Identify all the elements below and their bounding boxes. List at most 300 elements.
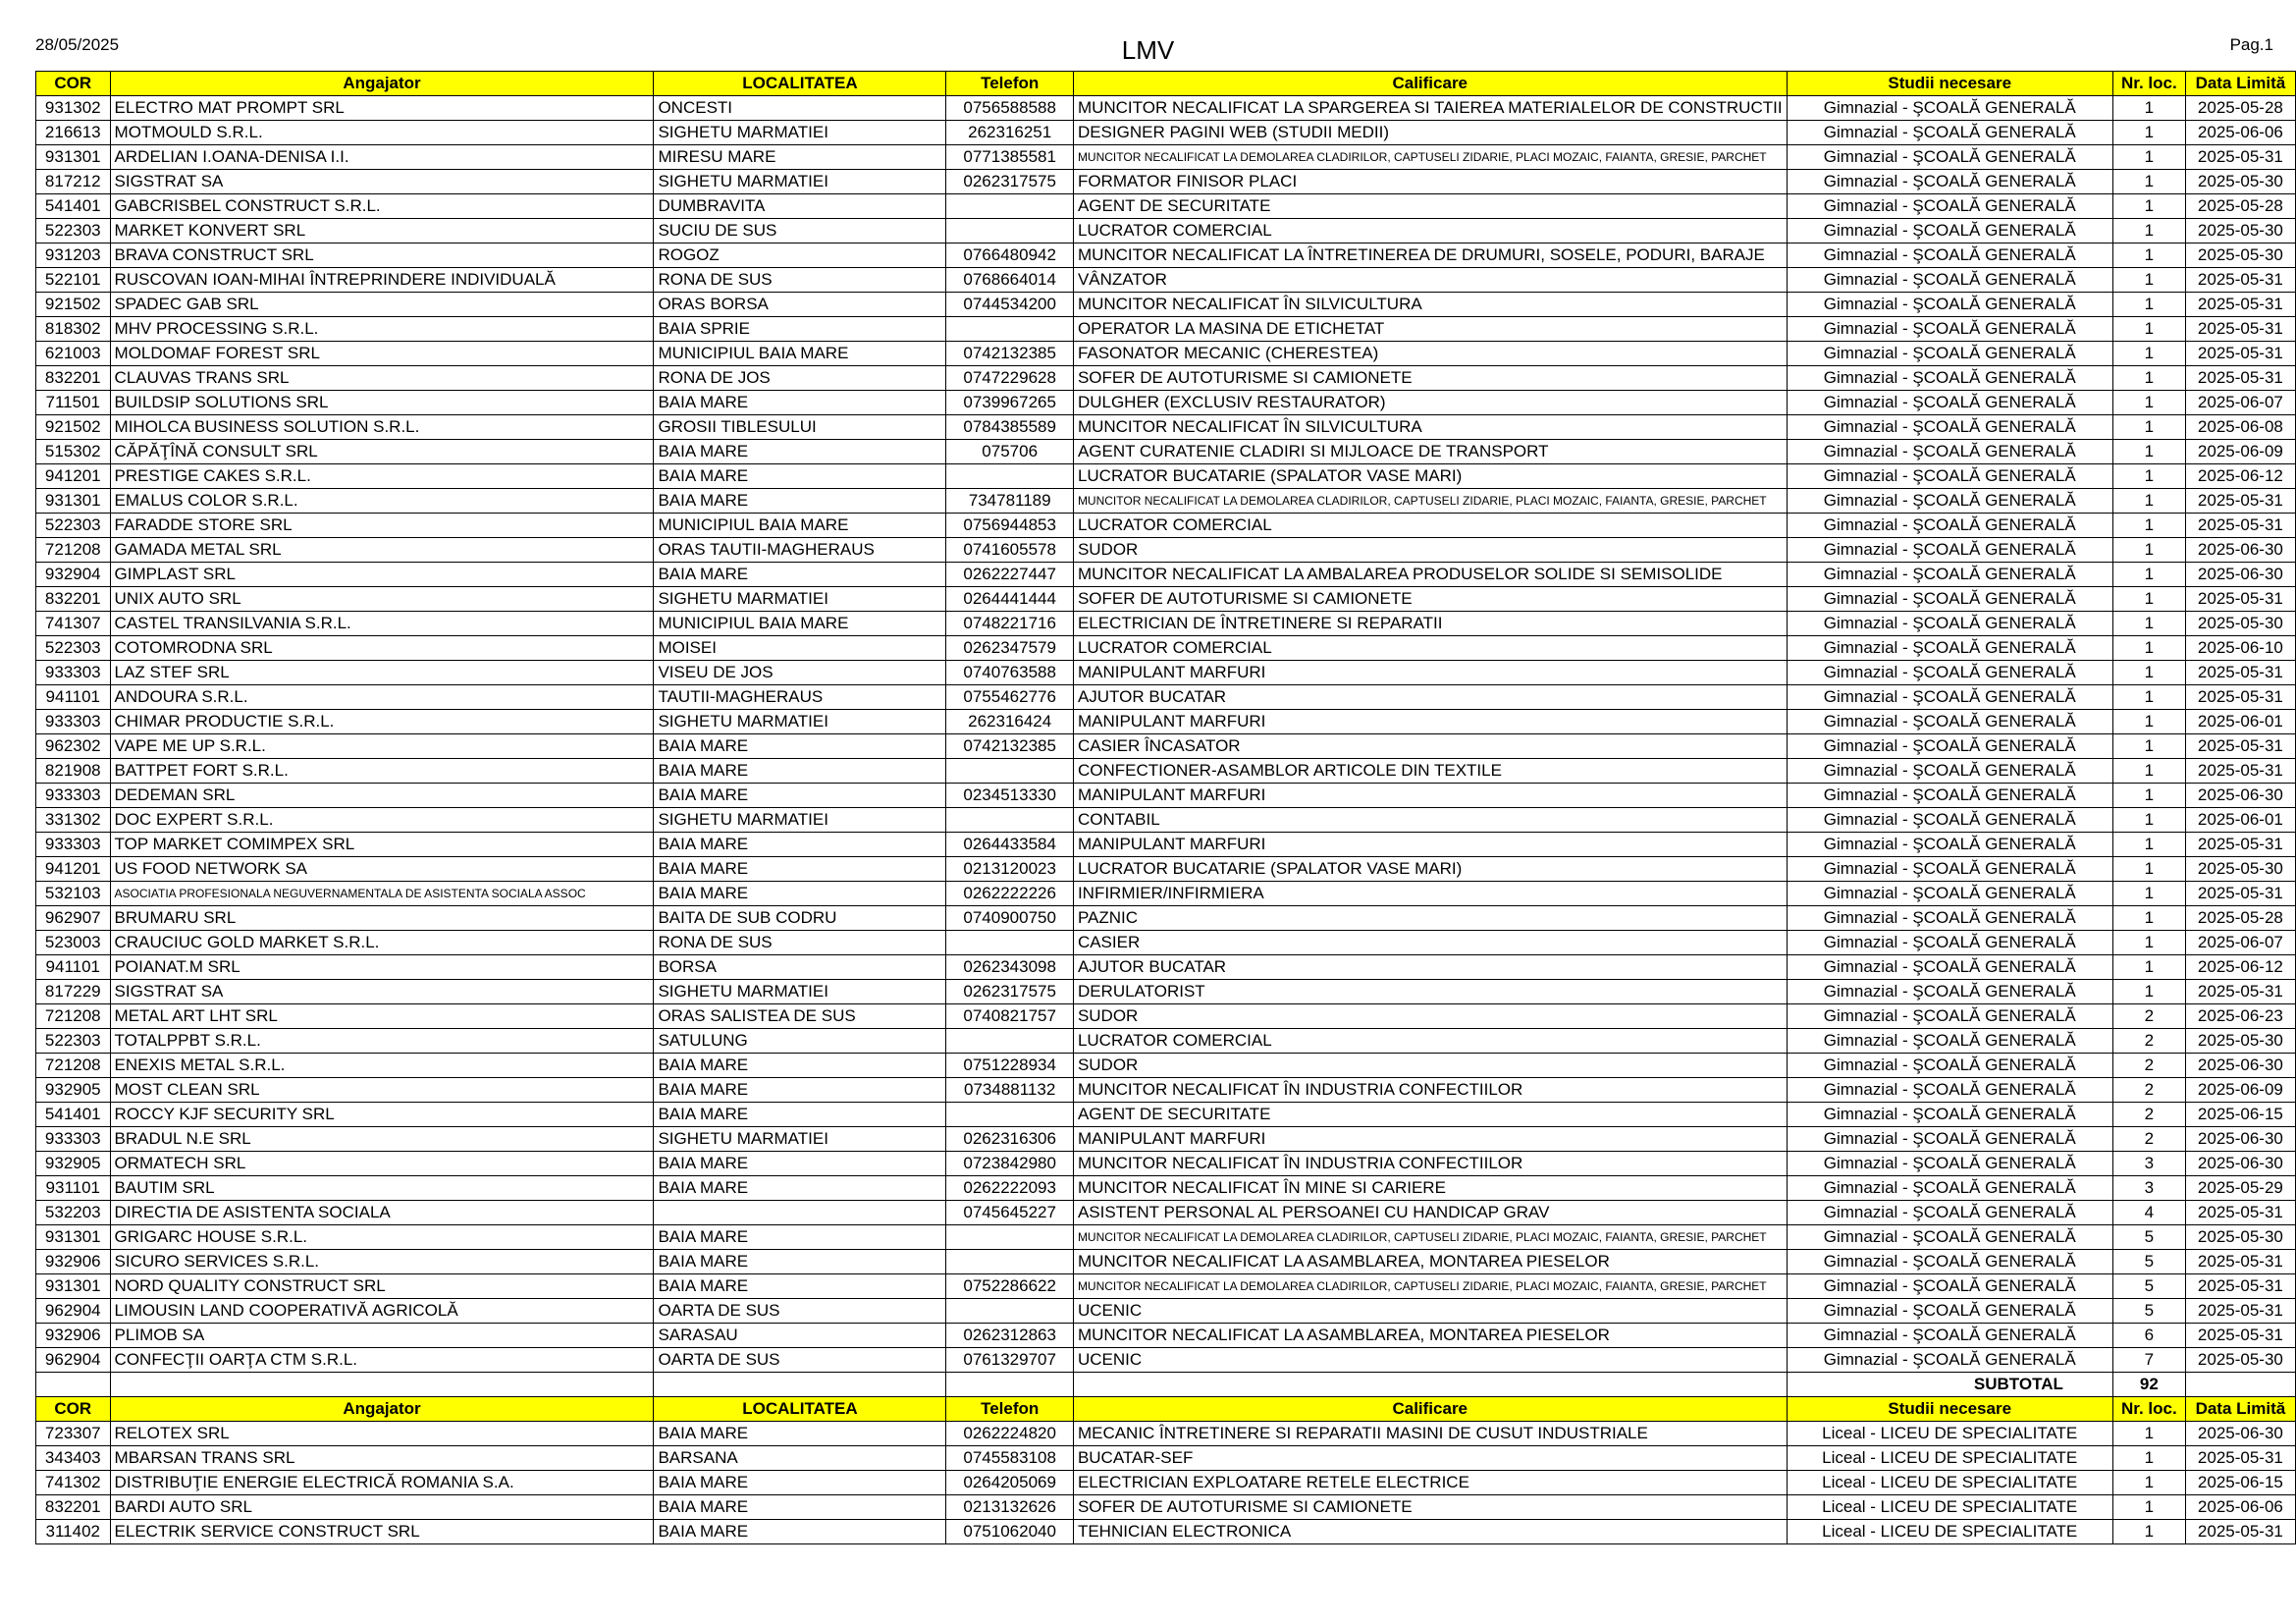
subtotal-empty-cell (110, 1373, 654, 1397)
cell-studii: Gimnazial - ŞCOALĂ GENERALĂ (1787, 636, 2112, 661)
cell-angajator: CASTEL TRANSILVANIA S.R.L. (110, 612, 654, 636)
cell-calificare: AGENT CURATENIE CLADIRI SI MIJLOACE DE TRANSPORT (1073, 440, 1787, 464)
table-row (36, 1250, 2296, 1274)
cell-localitate: BAITA DE SUB CODRU (654, 906, 946, 931)
cell-studii: Gimnazial - ŞCOALĂ GENERALĂ (1787, 1029, 2112, 1054)
cell-data-limita: 2025-05-31 (2185, 833, 2295, 857)
cell-cor: 216613 (36, 121, 111, 145)
cell-localitate: MUNICIPIUL BAIA MARE (654, 612, 946, 636)
cell-data-limita: 2025-05-31 (2185, 1324, 2295, 1348)
cell-studii: Gimnazial - ŞCOALĂ GENERALĂ (1787, 170, 2112, 194)
cell-telefon: 0756588588 (946, 96, 1074, 121)
cell-telefon: 0234513330 (946, 784, 1074, 808)
table-row (36, 1201, 2296, 1225)
cell-data-limita: 2025-05-29 (2185, 1176, 2295, 1201)
cell-angajator: COTOMRODNA SRL (110, 636, 654, 661)
table-row (36, 489, 2296, 514)
cell-nr-loc: 1 (2112, 1471, 2185, 1495)
table-row (36, 1225, 2296, 1250)
cell-telefon: 0752286622 (946, 1274, 1074, 1299)
cell-calificare: INFIRMIER/INFIRMIERA (1073, 882, 1787, 906)
cell-data-limita: 2025-06-06 (2185, 121, 2295, 145)
cell-angajator: ENEXIS METAL S.R.L. (110, 1054, 654, 1078)
table-row (36, 685, 2296, 710)
cell-angajator: US FOOD NETWORK SA (110, 857, 654, 882)
cell-localitate: BAIA MARE (654, 1520, 946, 1544)
cell-cor: 515302 (36, 440, 111, 464)
cell-studii: Gimnazial - ŞCOALĂ GENERALĂ (1787, 563, 2112, 587)
cell-calificare: SOFER DE AUTOTURISME SI CAMIONETE (1073, 587, 1787, 612)
cell-cor: 711501 (36, 391, 111, 415)
cell-calificare: CASIER (1073, 931, 1787, 955)
cell-telefon (946, 464, 1074, 489)
table-row (36, 1054, 2296, 1078)
cell-angajator: BRUMARU SRL (110, 906, 654, 931)
table-row (36, 833, 2296, 857)
cell-cor: 921502 (36, 293, 111, 317)
cell-telefon: 0262316306 (946, 1127, 1074, 1152)
cell-cor: 522303 (36, 636, 111, 661)
table-row (36, 906, 2296, 931)
cell-studii: Gimnazial - ŞCOALĂ GENERALĂ (1787, 464, 2112, 489)
cell-nr-loc: 1 (2112, 145, 2185, 170)
cell-localitate: VISEU DE JOS (654, 661, 946, 685)
cell-angajator: TOTALPPBT S.R.L. (110, 1029, 654, 1054)
cell-localitate: BAIA MARE (654, 734, 946, 759)
cell-calificare: MUNCITOR NECALIFICAT LA DEMOLAREA CLADIRILOR, CAPTUSELI ZIDARIE, PLACI MOZAIC, FAIANTA, GRESIE, PARCHET (1073, 489, 1787, 514)
cell-angajator: DIRECTIA DE ASISTENTA SOCIALA (110, 1201, 654, 1225)
cell-calificare: MANIPULANT MARFURI (1073, 1127, 1787, 1152)
cell-cor: 522101 (36, 268, 111, 293)
cell-calificare: MUNCITOR NECALIFICAT LA AMBALAREA PRODUSELOR SOLIDE SI SEMISOLIDE (1073, 563, 1787, 587)
cell-studii: Gimnazial - ŞCOALĂ GENERALĂ (1787, 440, 2112, 464)
cell-localitate: DUMBRAVITA (654, 194, 946, 219)
cell-telefon (946, 1250, 1074, 1274)
cell-telefon: 0262222226 (946, 882, 1074, 906)
cell-localitate: BAIA MARE (654, 1152, 946, 1176)
cell-cor: 832201 (36, 1495, 111, 1520)
cell-data-limita: 2025-05-30 (2185, 1348, 2295, 1373)
cell-angajator: PRESTIGE CAKES S.R.L. (110, 464, 654, 489)
cell-angajator: SICURO SERVICES S.R.L. (110, 1250, 654, 1274)
cell-cor: 933303 (36, 833, 111, 857)
cell-cor: 931301 (36, 145, 111, 170)
column-header-angajator: Angajator (110, 72, 654, 96)
cell-calificare: MUNCITOR NECALIFICAT LA DEMOLAREA CLADIRILOR, CAPTUSELI ZIDARIE, PLACI MOZAIC, FAIANTA, GRESIE, PARCHET (1073, 145, 1787, 170)
cell-data-limita: 2025-06-10 (2185, 636, 2295, 661)
cell-angajator: RELOTEX SRL (110, 1422, 654, 1446)
cell-telefon (946, 219, 1074, 244)
cell-cor: 962904 (36, 1299, 111, 1324)
cell-studii: Gimnazial - ŞCOALĂ GENERALĂ (1787, 121, 2112, 145)
cell-nr-loc: 1 (2112, 931, 2185, 955)
cell-angajator: MHV PROCESSING S.R.L. (110, 317, 654, 342)
cell-data-limita: 2025-06-30 (2185, 1127, 2295, 1152)
cell-nr-loc: 1 (2112, 685, 2185, 710)
cell-calificare: PAZNIC (1073, 906, 1787, 931)
cell-telefon: 0771385581 (946, 145, 1074, 170)
column-header-nr-loc: Nr. loc. (2112, 72, 2185, 96)
cell-cor: 931301 (36, 489, 111, 514)
cell-cor: 832201 (36, 587, 111, 612)
table-row (36, 857, 2296, 882)
table-row (36, 538, 2296, 563)
cell-telefon (946, 1299, 1074, 1324)
cell-angajator: FARADDE STORE SRL (110, 514, 654, 538)
cell-nr-loc: 1 (2112, 268, 2185, 293)
jobs-table (35, 71, 2296, 1544)
cell-studii: Gimnazial - ŞCOALĂ GENERALĂ (1787, 194, 2112, 219)
cell-localitate: OARTA DE SUS (654, 1299, 946, 1324)
table-row (36, 587, 2296, 612)
cell-calificare: DERULATORIST (1073, 980, 1787, 1004)
cell-localitate: SIGHETU MARMATIEI (654, 980, 946, 1004)
cell-cor: 741307 (36, 612, 111, 636)
cell-angajator: ORMATECH SRL (110, 1152, 654, 1176)
cell-telefon: 0262343098 (946, 955, 1074, 980)
cell-localitate: BAIA SPRIE (654, 317, 946, 342)
table-row (36, 1422, 2296, 1446)
report-date: 28/05/2025 (35, 35, 120, 54)
table-row (36, 1324, 2296, 1348)
cell-calificare: MUNCITOR NECALIFICAT ÎN INDUSTRIA CONFECTIILOR (1073, 1152, 1787, 1176)
cell-data-limita: 2025-06-09 (2185, 440, 2295, 464)
cell-telefon (946, 931, 1074, 955)
cell-calificare: SOFER DE AUTOTURISME SI CAMIONETE (1073, 1495, 1787, 1520)
cell-studii: Gimnazial - ŞCOALĂ GENERALĂ (1787, 685, 2112, 710)
cell-telefon: 0756944853 (946, 514, 1074, 538)
cell-cor: 817212 (36, 170, 111, 194)
cell-angajator: RUSCOVAN IOAN-MIHAI ÎNTREPRINDERE INDIVIDUALĂ (110, 268, 654, 293)
cell-localitate: OARTA DE SUS (654, 1348, 946, 1373)
cell-nr-loc: 1 (2112, 857, 2185, 882)
cell-localitate: SATULUNG (654, 1029, 946, 1054)
cell-angajator: BAUTIM SRL (110, 1176, 654, 1201)
cell-calificare: FASONATOR MECANIC (CHERESTEA) (1073, 342, 1787, 366)
cell-localitate: BAIA MARE (654, 759, 946, 784)
table-row (36, 612, 2296, 636)
cell-telefon: 0734881132 (946, 1078, 1074, 1103)
cell-localitate: BAIA MARE (654, 1471, 946, 1495)
cell-nr-loc: 1 (2112, 1422, 2185, 1446)
cell-telefon (946, 317, 1074, 342)
cell-nr-loc: 1 (2112, 514, 2185, 538)
cell-cor: 621003 (36, 342, 111, 366)
cell-cor: 821908 (36, 759, 111, 784)
cell-data-limita: 2025-05-28 (2185, 906, 2295, 931)
cell-data-limita: 2025-05-30 (2185, 170, 2295, 194)
cell-data-limita: 2025-06-15 (2185, 1471, 2295, 1495)
cell-telefon (946, 1103, 1074, 1127)
cell-cor: 932905 (36, 1152, 111, 1176)
cell-cor: 532203 (36, 1201, 111, 1225)
cell-telefon: 0751062040 (946, 1520, 1074, 1544)
cell-cor: 818302 (36, 317, 111, 342)
cell-localitate: SIGHETU MARMATIEI (654, 808, 946, 833)
cell-nr-loc: 1 (2112, 833, 2185, 857)
cell-calificare: AGENT DE SECURITATE (1073, 194, 1787, 219)
cell-localitate: MIRESU MARE (654, 145, 946, 170)
cell-data-limita: 2025-05-30 (2185, 244, 2295, 268)
cell-angajator: CLAUVAS TRANS SRL (110, 366, 654, 391)
cell-nr-loc: 3 (2112, 1176, 2185, 1201)
cell-cor: 931301 (36, 1274, 111, 1299)
cell-localitate: BAIA MARE (654, 1225, 946, 1250)
cell-angajator: ARDELIAN I.OANA-DENISA I.I. (110, 145, 654, 170)
cell-angajator: ASOCIATIA PROFESIONALA NEGUVERNAMENTALA DE ASISTENTA SOCIALA ASSOC (110, 882, 654, 906)
table-row (36, 415, 2296, 440)
cell-telefon: 0740821757 (946, 1004, 1074, 1029)
cell-studii: Liceal - LICEU DE SPECIALITATE (1787, 1520, 2112, 1544)
column-header-localitate: LOCALITATEA (654, 1397, 946, 1422)
cell-calificare: LUCRATOR COMERCIAL (1073, 1029, 1787, 1054)
cell-calificare: VÂNZATOR (1073, 268, 1787, 293)
cell-localitate: RONA DE SUS (654, 268, 946, 293)
cell-calificare: UCENIC (1073, 1299, 1787, 1324)
cell-nr-loc: 1 (2112, 1520, 2185, 1544)
cell-calificare: AJUTOR BUCATAR (1073, 685, 1787, 710)
cell-angajator: GRIGARC HOUSE S.R.L. (110, 1225, 654, 1250)
cell-studii: Gimnazial - ŞCOALĂ GENERALĂ (1787, 784, 2112, 808)
table-row (36, 514, 2296, 538)
cell-calificare: UCENIC (1073, 1348, 1787, 1373)
cell-data-limita: 2025-06-30 (2185, 1054, 2295, 1078)
cell-studii: Gimnazial - ŞCOALĂ GENERALĂ (1787, 268, 2112, 293)
cell-calificare: LUCRATOR COMERCIAL (1073, 219, 1787, 244)
table-row (36, 1520, 2296, 1544)
cell-data-limita: 2025-05-31 (2185, 587, 2295, 612)
cell-studii: Gimnazial - ŞCOALĂ GENERALĂ (1787, 1176, 2112, 1201)
cell-data-limita: 2025-05-31 (2185, 1446, 2295, 1471)
cell-data-limita: 2025-05-31 (2185, 1299, 2295, 1324)
cell-telefon: 0264433584 (946, 833, 1074, 857)
cell-angajator: BATTPET FORT S.R.L. (110, 759, 654, 784)
cell-calificare: MUNCITOR NECALIFICAT LA ÎNTRETINEREA DE DRUMURI, SOSELE, PODURI, BARAJE (1073, 244, 1787, 268)
cell-localitate: RONA DE SUS (654, 931, 946, 955)
cell-cor: 933303 (36, 710, 111, 734)
cell-cor: 532103 (36, 882, 111, 906)
cell-studii: Gimnazial - ŞCOALĂ GENERALĂ (1787, 612, 2112, 636)
cell-calificare: OPERATOR LA MASINA DE ETICHETAT (1073, 317, 1787, 342)
cell-angajator: MIHOLCA BUSINESS SOLUTION S.R.L. (110, 415, 654, 440)
cell-calificare: SUDOR (1073, 1004, 1787, 1029)
cell-studii: Gimnazial - ŞCOALĂ GENERALĂ (1787, 759, 2112, 784)
subtotal-label: SUBTOTAL (1787, 1373, 2112, 1397)
cell-nr-loc: 7 (2112, 1348, 2185, 1373)
cell-nr-loc: 5 (2112, 1225, 2185, 1250)
cell-nr-loc: 1 (2112, 1495, 2185, 1520)
table-row (36, 194, 2296, 219)
cell-cor: 522303 (36, 514, 111, 538)
cell-localitate: MOISEI (654, 636, 946, 661)
cell-angajator: ANDOURA S.R.L. (110, 685, 654, 710)
cell-calificare: LUCRATOR BUCATARIE (SPALATOR VASE MARI) (1073, 857, 1787, 882)
cell-data-limita: 2025-06-08 (2185, 415, 2295, 440)
cell-telefon: 0744534200 (946, 293, 1074, 317)
table-row (36, 563, 2296, 587)
cell-data-limita: 2025-05-28 (2185, 194, 2295, 219)
cell-cor: 941101 (36, 955, 111, 980)
cell-nr-loc: 1 (2112, 734, 2185, 759)
cell-nr-loc: 1 (2112, 587, 2185, 612)
cell-cor: 541401 (36, 1103, 111, 1127)
table-header-row (36, 72, 2296, 96)
cell-angajator: LIMOUSIN LAND COOPERATIVĂ AGRICOLĂ (110, 1299, 654, 1324)
cell-studii: Gimnazial - ŞCOALĂ GENERALĂ (1787, 145, 2112, 170)
cell-cor: 741302 (36, 1471, 111, 1495)
cell-studii: Gimnazial - ŞCOALĂ GENERALĂ (1787, 391, 2112, 415)
cell-localitate: BAIA MARE (654, 784, 946, 808)
cell-calificare: MUNCITOR NECALIFICAT LA ASAMBLAREA, MONTAREA PIESELOR (1073, 1324, 1787, 1348)
cell-angajator: CRAUCIUC GOLD MARKET S.R.L. (110, 931, 654, 955)
cell-angajator: ROCCY KJF SECURITY SRL (110, 1103, 654, 1127)
cell-studii: Gimnazial - ŞCOALĂ GENERALĂ (1787, 710, 2112, 734)
table-row (36, 391, 2296, 415)
cell-cor: 962904 (36, 1348, 111, 1373)
cell-data-limita: 2025-05-31 (2185, 734, 2295, 759)
cell-cor: 541401 (36, 194, 111, 219)
cell-telefon: 262316424 (946, 710, 1074, 734)
cell-studii: Gimnazial - ŞCOALĂ GENERALĂ (1787, 931, 2112, 955)
cell-studii: Gimnazial - ŞCOALĂ GENERALĂ (1787, 587, 2112, 612)
table-row (36, 1495, 2296, 1520)
cell-data-limita: 2025-05-31 (2185, 342, 2295, 366)
cell-data-limita: 2025-05-31 (2185, 489, 2295, 514)
cell-localitate (654, 1201, 946, 1225)
cell-angajator: LAZ STEF SRL (110, 661, 654, 685)
cell-telefon: 0262222093 (946, 1176, 1074, 1201)
cell-cor: 343403 (36, 1446, 111, 1471)
cell-calificare: MECANIC ÎNTRETINERE SI REPARATII MASINI DE CUSUT INDUSTRIALE (1073, 1422, 1787, 1446)
cell-localitate: SIGHETU MARMATIEI (654, 1127, 946, 1152)
subtotal-value: 92 (2112, 1373, 2185, 1397)
cell-telefon: 075706 (946, 440, 1074, 464)
cell-telefon (946, 1029, 1074, 1054)
column-header-angajator: Angajator (110, 1397, 654, 1422)
cell-data-limita: 2025-05-30 (2185, 857, 2295, 882)
table-row (36, 145, 2296, 170)
column-header-data-limita: Data Limită (2185, 1397, 2295, 1422)
cell-nr-loc: 5 (2112, 1250, 2185, 1274)
cell-cor: 921502 (36, 415, 111, 440)
cell-telefon: 0262347579 (946, 636, 1074, 661)
cell-telefon: 0768664014 (946, 268, 1074, 293)
cell-telefon: 0264205069 (946, 1471, 1074, 1495)
cell-telefon: 0264441444 (946, 587, 1074, 612)
cell-calificare: ELECTRICIAN EXPLOATARE RETELE ELECTRICE (1073, 1471, 1787, 1495)
cell-studii: Gimnazial - ŞCOALĂ GENERALĂ (1787, 1201, 2112, 1225)
cell-nr-loc: 1 (2112, 194, 2185, 219)
cell-telefon: 0213132626 (946, 1495, 1074, 1520)
cell-telefon: 0213120023 (946, 857, 1074, 882)
cell-cor: 522303 (36, 1029, 111, 1054)
cell-telefon: 0740763588 (946, 661, 1074, 685)
cell-data-limita: 2025-05-31 (2185, 685, 2295, 710)
cell-calificare: BUCATAR-SEF (1073, 1446, 1787, 1471)
cell-telefon: 0742132385 (946, 734, 1074, 759)
cell-telefon: 0740900750 (946, 906, 1074, 931)
cell-localitate: BAIA MARE (654, 1078, 946, 1103)
table-row (36, 1299, 2296, 1324)
cell-data-limita: 2025-05-31 (2185, 293, 2295, 317)
table-row (36, 710, 2296, 734)
table-row (36, 759, 2296, 784)
table-row (36, 219, 2296, 244)
table-row (36, 366, 2296, 391)
table-row (36, 268, 2296, 293)
cell-studii: Gimnazial - ŞCOALĂ GENERALĂ (1787, 1348, 2112, 1373)
cell-data-limita: 2025-06-07 (2185, 931, 2295, 955)
cell-studii: Gimnazial - ŞCOALĂ GENERALĂ (1787, 1299, 2112, 1324)
table-row (36, 931, 2296, 955)
table-row (36, 317, 2296, 342)
cell-cor: 931302 (36, 96, 111, 121)
cell-studii: Gimnazial - ŞCOALĂ GENERALĂ (1787, 538, 2112, 563)
cell-nr-loc: 1 (2112, 784, 2185, 808)
cell-cor: 931203 (36, 244, 111, 268)
cell-angajator: MOLDOMAF FOREST SRL (110, 342, 654, 366)
cell-studii: Liceal - LICEU DE SPECIALITATE (1787, 1471, 2112, 1495)
cell-studii: Gimnazial - ŞCOALĂ GENERALĂ (1787, 882, 2112, 906)
cell-localitate: BAIA MARE (654, 1495, 946, 1520)
cell-studii: Gimnazial - ŞCOALĂ GENERALĂ (1787, 96, 2112, 121)
cell-studii: Gimnazial - ŞCOALĂ GENERALĂ (1787, 1250, 2112, 1274)
cell-localitate: ORAS BORSA (654, 293, 946, 317)
column-header-telefon: Telefon (946, 72, 1074, 96)
cell-nr-loc: 1 (2112, 636, 2185, 661)
cell-nr-loc: 1 (2112, 661, 2185, 685)
cell-studii: Liceal - LICEU DE SPECIALITATE (1787, 1495, 2112, 1520)
cell-studii: Gimnazial - ŞCOALĂ GENERALĂ (1787, 293, 2112, 317)
cell-telefon: 0745645227 (946, 1201, 1074, 1225)
cell-nr-loc: 1 (2112, 415, 2185, 440)
cell-data-limita: 2025-06-01 (2185, 710, 2295, 734)
table-row (36, 464, 2296, 489)
table-row (36, 734, 2296, 759)
cell-data-limita: 2025-05-31 (2185, 317, 2295, 342)
table-row (36, 636, 2296, 661)
cell-localitate: ONCESTI (654, 96, 946, 121)
cell-cor: 962907 (36, 906, 111, 931)
table-row (36, 121, 2296, 145)
cell-nr-loc: 1 (2112, 293, 2185, 317)
cell-nr-loc: 1 (2112, 538, 2185, 563)
cell-angajator: GIMPLAST SRL (110, 563, 654, 587)
cell-calificare: MUNCITOR NECALIFICAT LA DEMOLAREA CLADIRILOR, CAPTUSELI ZIDARIE, PLACI MOZAIC, FAIANTA, GRESIE, PARCHET (1073, 1274, 1787, 1299)
cell-studii: Liceal - LICEU DE SPECIALITATE (1787, 1446, 2112, 1471)
cell-angajator: CONFECŢII OARŢA CTM S.R.L. (110, 1348, 654, 1373)
cell-telefon: 0766480942 (946, 244, 1074, 268)
cell-telefon: 0747229628 (946, 366, 1074, 391)
cell-studii: Gimnazial - ŞCOALĂ GENERALĂ (1787, 955, 2112, 980)
table-row (36, 440, 2296, 464)
cell-calificare: AGENT DE SECURITATE (1073, 1103, 1787, 1127)
cell-angajator: MBARSAN TRANS SRL (110, 1446, 654, 1471)
cell-data-limita: 2025-05-31 (2185, 1250, 2295, 1274)
cell-calificare: LUCRATOR COMERCIAL (1073, 514, 1787, 538)
cell-data-limita: 2025-05-30 (2185, 1029, 2295, 1054)
column-header-calificare: Calificare (1073, 72, 1787, 96)
cell-data-limita: 2025-05-31 (2185, 661, 2295, 685)
cell-data-limita: 2025-06-30 (2185, 1422, 2295, 1446)
cell-nr-loc: 2 (2112, 1029, 2185, 1054)
cell-data-limita: 2025-05-30 (2185, 1225, 2295, 1250)
cell-telefon: 0262227447 (946, 563, 1074, 587)
table-row (36, 342, 2296, 366)
cell-nr-loc: 1 (2112, 612, 2185, 636)
cell-localitate: RONA DE JOS (654, 366, 946, 391)
cell-cor: 932905 (36, 1078, 111, 1103)
